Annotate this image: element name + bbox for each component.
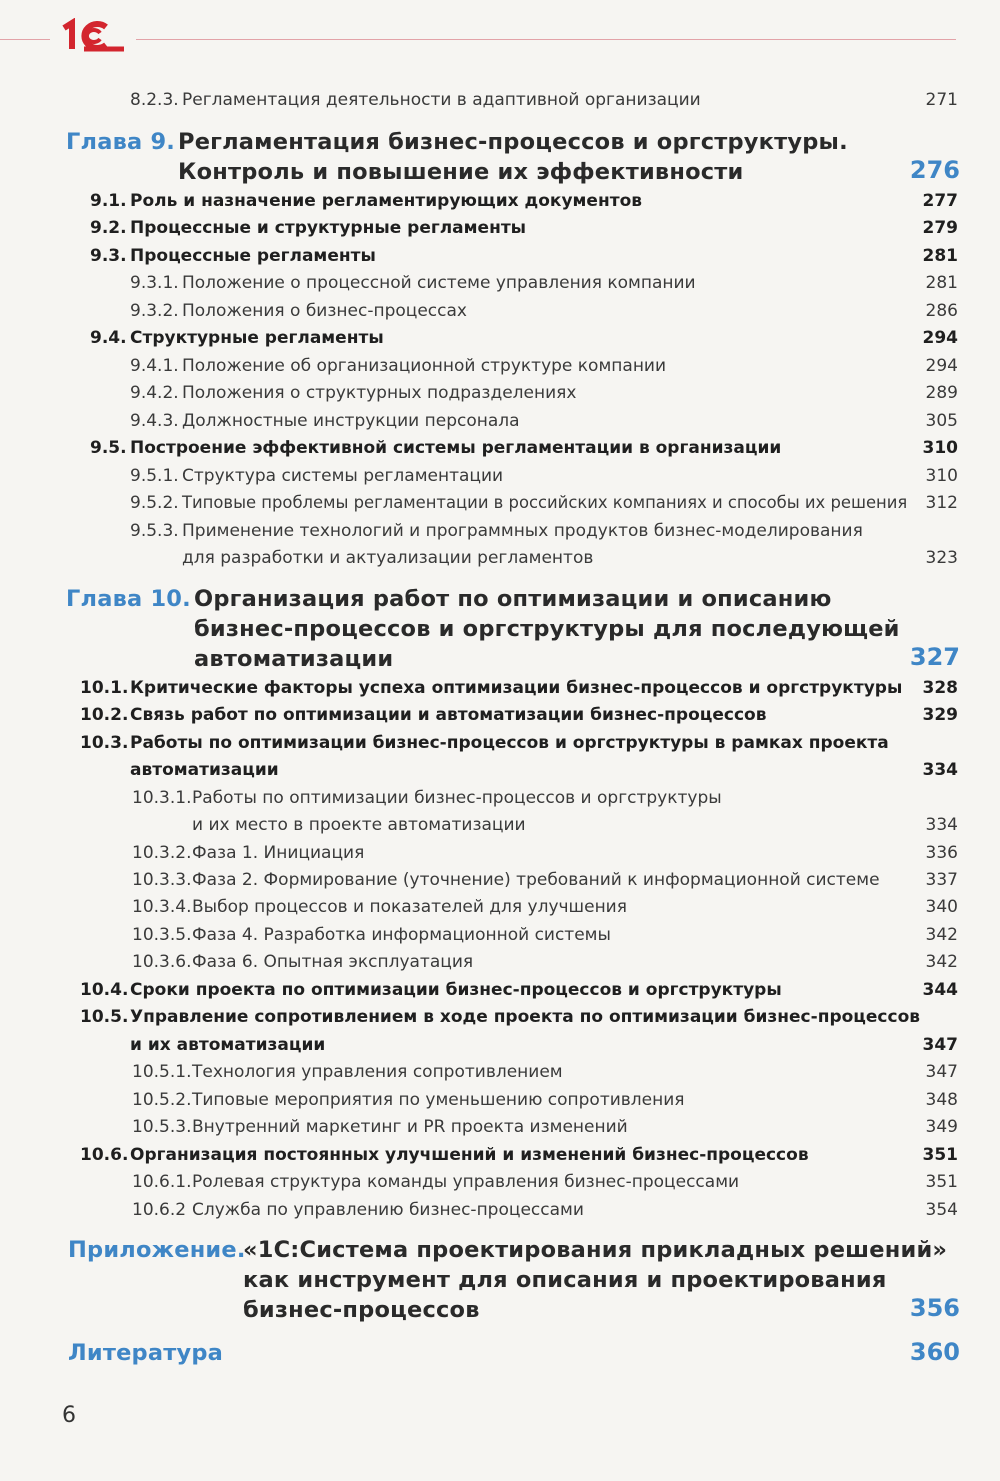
entry-number: 9.3. (90, 246, 127, 266)
entry-title-line2: автоматизации (130, 760, 279, 780)
appendix-title-line: «1С:Система проектирования прикладных решений» (243, 1237, 948, 1263)
entry-number: 10.3.6. (132, 952, 192, 972)
entry-page: 294 (925, 356, 958, 376)
entry-title: Фаза 4. Разработка информационной системы (192, 925, 611, 945)
entry-page: 342 (925, 952, 958, 972)
entry-number: 10.3.3. (132, 870, 192, 890)
entry-title: Фаза 1. Инициация (192, 843, 365, 863)
appendix-title-line: бизнес-процессов (243, 1297, 480, 1323)
entry-page: 312 (925, 493, 958, 513)
entry-title: Организация постоянных улучшений и изменений бизнес-процессов (130, 1145, 809, 1165)
header-rule-left (0, 39, 50, 40)
entry-page: 351 (925, 1172, 958, 1192)
entry-page: 340 (925, 897, 958, 917)
entry-number: 9.1. (90, 191, 127, 211)
entry-title: Управление сопротивлением в ходе проекта по оптимизации бизнес-процессов (130, 1007, 921, 1027)
entry-page: 294 (922, 328, 958, 348)
chapter-title-line: Контроль и повышение их эффективности (178, 159, 744, 185)
entry-number: 9.4. (90, 328, 127, 348)
chapter-title-line: автоматизации (194, 646, 394, 672)
entry-title: Процессные регламенты (130, 246, 376, 266)
1c-logo-icon (60, 18, 126, 54)
entry-page: 279 (922, 218, 958, 238)
entry-number: 9.4.3. (130, 411, 179, 431)
chapter-label: Глава 9. (66, 129, 176, 155)
entry-number: 10.5.3. (132, 1117, 192, 1137)
entry-title: Построение эффективной системы регламентации в организации (130, 438, 782, 458)
entry-page: 342 (925, 925, 958, 945)
chapter-title-line: Регламентация бизнес-процессов и оргструктуры. (178, 129, 848, 155)
entry-title: Фаза 2. Формирование (уточнение) требований к информационной системе (192, 870, 880, 890)
entry-number: 10.3.4. (132, 897, 192, 917)
entry-number: 9.5. (90, 438, 127, 458)
entry-page: 334 (925, 815, 958, 835)
entry-title: Выбор процессов и показателей для улучшения (192, 897, 627, 917)
entry-number: 9.5.3. (130, 521, 179, 541)
entry-page: 310 (922, 438, 958, 458)
entry-page: 281 (922, 246, 958, 266)
entry-page: 334 (922, 760, 958, 780)
entry-page: 349 (925, 1117, 958, 1137)
entry-title: Фаза 6. Опытная эксплуатация (192, 952, 474, 972)
entry-number: 9.2. (90, 218, 127, 238)
entry-title: Работы по оптимизации бизнес-процессов и оргструктуры в рамках проекта (130, 733, 889, 753)
header-rule-right (136, 39, 956, 40)
entry-title-line2: для разработки и актуализации регламентов (182, 548, 594, 568)
entry-page: 344 (922, 980, 958, 1000)
entry-title: Процессные и структурные регламенты (130, 218, 527, 238)
entry-page: 351 (922, 1145, 958, 1165)
entry-title: Критические факторы успеха оптимизации бизнес-процессов и оргструктуры (130, 678, 903, 698)
entry-title: Роль и назначение регламентирующих документов (130, 191, 643, 211)
entry-title: Типовые проблемы регламентации в российских компаниях и способы их решения (182, 493, 908, 512)
entry-page: 337 (925, 870, 958, 890)
entry-title: Применение технологий и программных продуктов бизнес-моделирования (182, 521, 863, 541)
entry-title: Должностные инструкции персонала (182, 411, 520, 431)
entry-title: Технология управления сопротивлением (192, 1062, 563, 1082)
entry-title-line2: и их место в проекте автоматизации (192, 815, 526, 835)
entry-number: 10.3.2. (132, 843, 192, 863)
entry-number: 9.3.1. (130, 273, 179, 293)
entry-number: 10.6.1. (132, 1172, 192, 1192)
entry-title: Положение о процессной системе управления компании (182, 273, 696, 293)
entry-page: 289 (925, 383, 958, 403)
entry-page: 271 (925, 90, 958, 110)
entry-title: Регламентация деятельности в адаптивной организации (182, 90, 701, 110)
entry-number: 10.3.1. (132, 788, 192, 808)
entry-page: 347 (925, 1062, 958, 1082)
chapter-page: 276 (909, 156, 960, 184)
entry-page: 310 (925, 466, 958, 486)
entry-number: 9.3.2. (130, 301, 179, 321)
entry-title: Структурные регламенты (130, 328, 384, 348)
entry-page: 348 (925, 1090, 958, 1110)
entry-page: 328 (922, 678, 958, 698)
entry-title: Ролевая структура команды управления бизнес-процессами (192, 1172, 740, 1192)
literature-page: 360 (909, 1338, 960, 1366)
entry-number: 9.4.1. (130, 356, 179, 376)
entry-title: Работы по оптимизации бизнес-процессов и оргструктуры (192, 788, 722, 808)
entry-page: 354 (925, 1200, 958, 1220)
entry-number: 10.5.2. (132, 1090, 192, 1110)
entry-number: 9.5.1. (130, 466, 179, 486)
entry-number: 8.2.3. (130, 90, 179, 110)
appendix-label: Приложение. (68, 1237, 246, 1263)
entry-title: Сроки проекта по оптимизации бизнес-процессов и оргструктуры (130, 980, 782, 1000)
entry-title: Положение об организационной структуре компании (182, 356, 667, 376)
entry-page: 323 (925, 548, 958, 568)
entry-page: 286 (925, 301, 958, 321)
entry-number: 10.3.5. (132, 925, 192, 945)
chapter-label: Глава 10. (66, 586, 191, 612)
entry-title: Типовые мероприятия по уменьшению сопротивления (192, 1090, 685, 1110)
entry-number: 10.6. (80, 1145, 129, 1165)
entry-page: 347 (922, 1035, 958, 1055)
entry-number: 10.4. (80, 980, 129, 1000)
entry-title: Структура системы регламентации (182, 466, 504, 486)
literature-label: Литература (68, 1340, 224, 1366)
chapter-page: 327 (909, 643, 960, 671)
entry-title: Связь работ по оптимизации и автоматизации бизнес-процессов (130, 705, 767, 725)
entry-page: 281 (925, 273, 958, 293)
entry-title: Положения о бизнес-процессах (182, 301, 467, 321)
entry-page: 305 (925, 411, 958, 431)
page-header (0, 0, 1000, 60)
entry-number: 10.1. (80, 678, 129, 698)
entry-page: 336 (925, 843, 958, 863)
entry-page: 329 (922, 705, 958, 725)
appendix-page: 356 (909, 1294, 960, 1322)
entry-number: 9.4.2. (130, 383, 179, 403)
entry-number: 10.5. (80, 1007, 129, 1027)
entry-number: 9.5.2. (130, 493, 179, 513)
entry-page: 277 (922, 191, 958, 211)
entry-title: Внутренний маркетинг и PR проекта изменений (192, 1117, 628, 1137)
chapter-title-line: Организация работ по оптимизации и описанию (194, 586, 832, 612)
chapter-title-line: бизнес-процессов и оргструктуры для последующей (194, 616, 900, 642)
entry-number: 10.6.2 (132, 1200, 187, 1220)
entry-number: 10.5.1. (132, 1062, 192, 1082)
entry-title: Служба по управлению бизнес-процессами (192, 1200, 584, 1220)
entry-number: 10.2. (80, 705, 129, 725)
page-number: 6 (62, 1403, 76, 1428)
entry-title-line2: и их автоматизации (130, 1035, 326, 1055)
entry-title: Положения о структурных подразделениях (182, 383, 577, 403)
entry-number: 10.3. (80, 733, 129, 753)
appendix-title-line: как инструмент для описания и проектирования (243, 1267, 887, 1293)
